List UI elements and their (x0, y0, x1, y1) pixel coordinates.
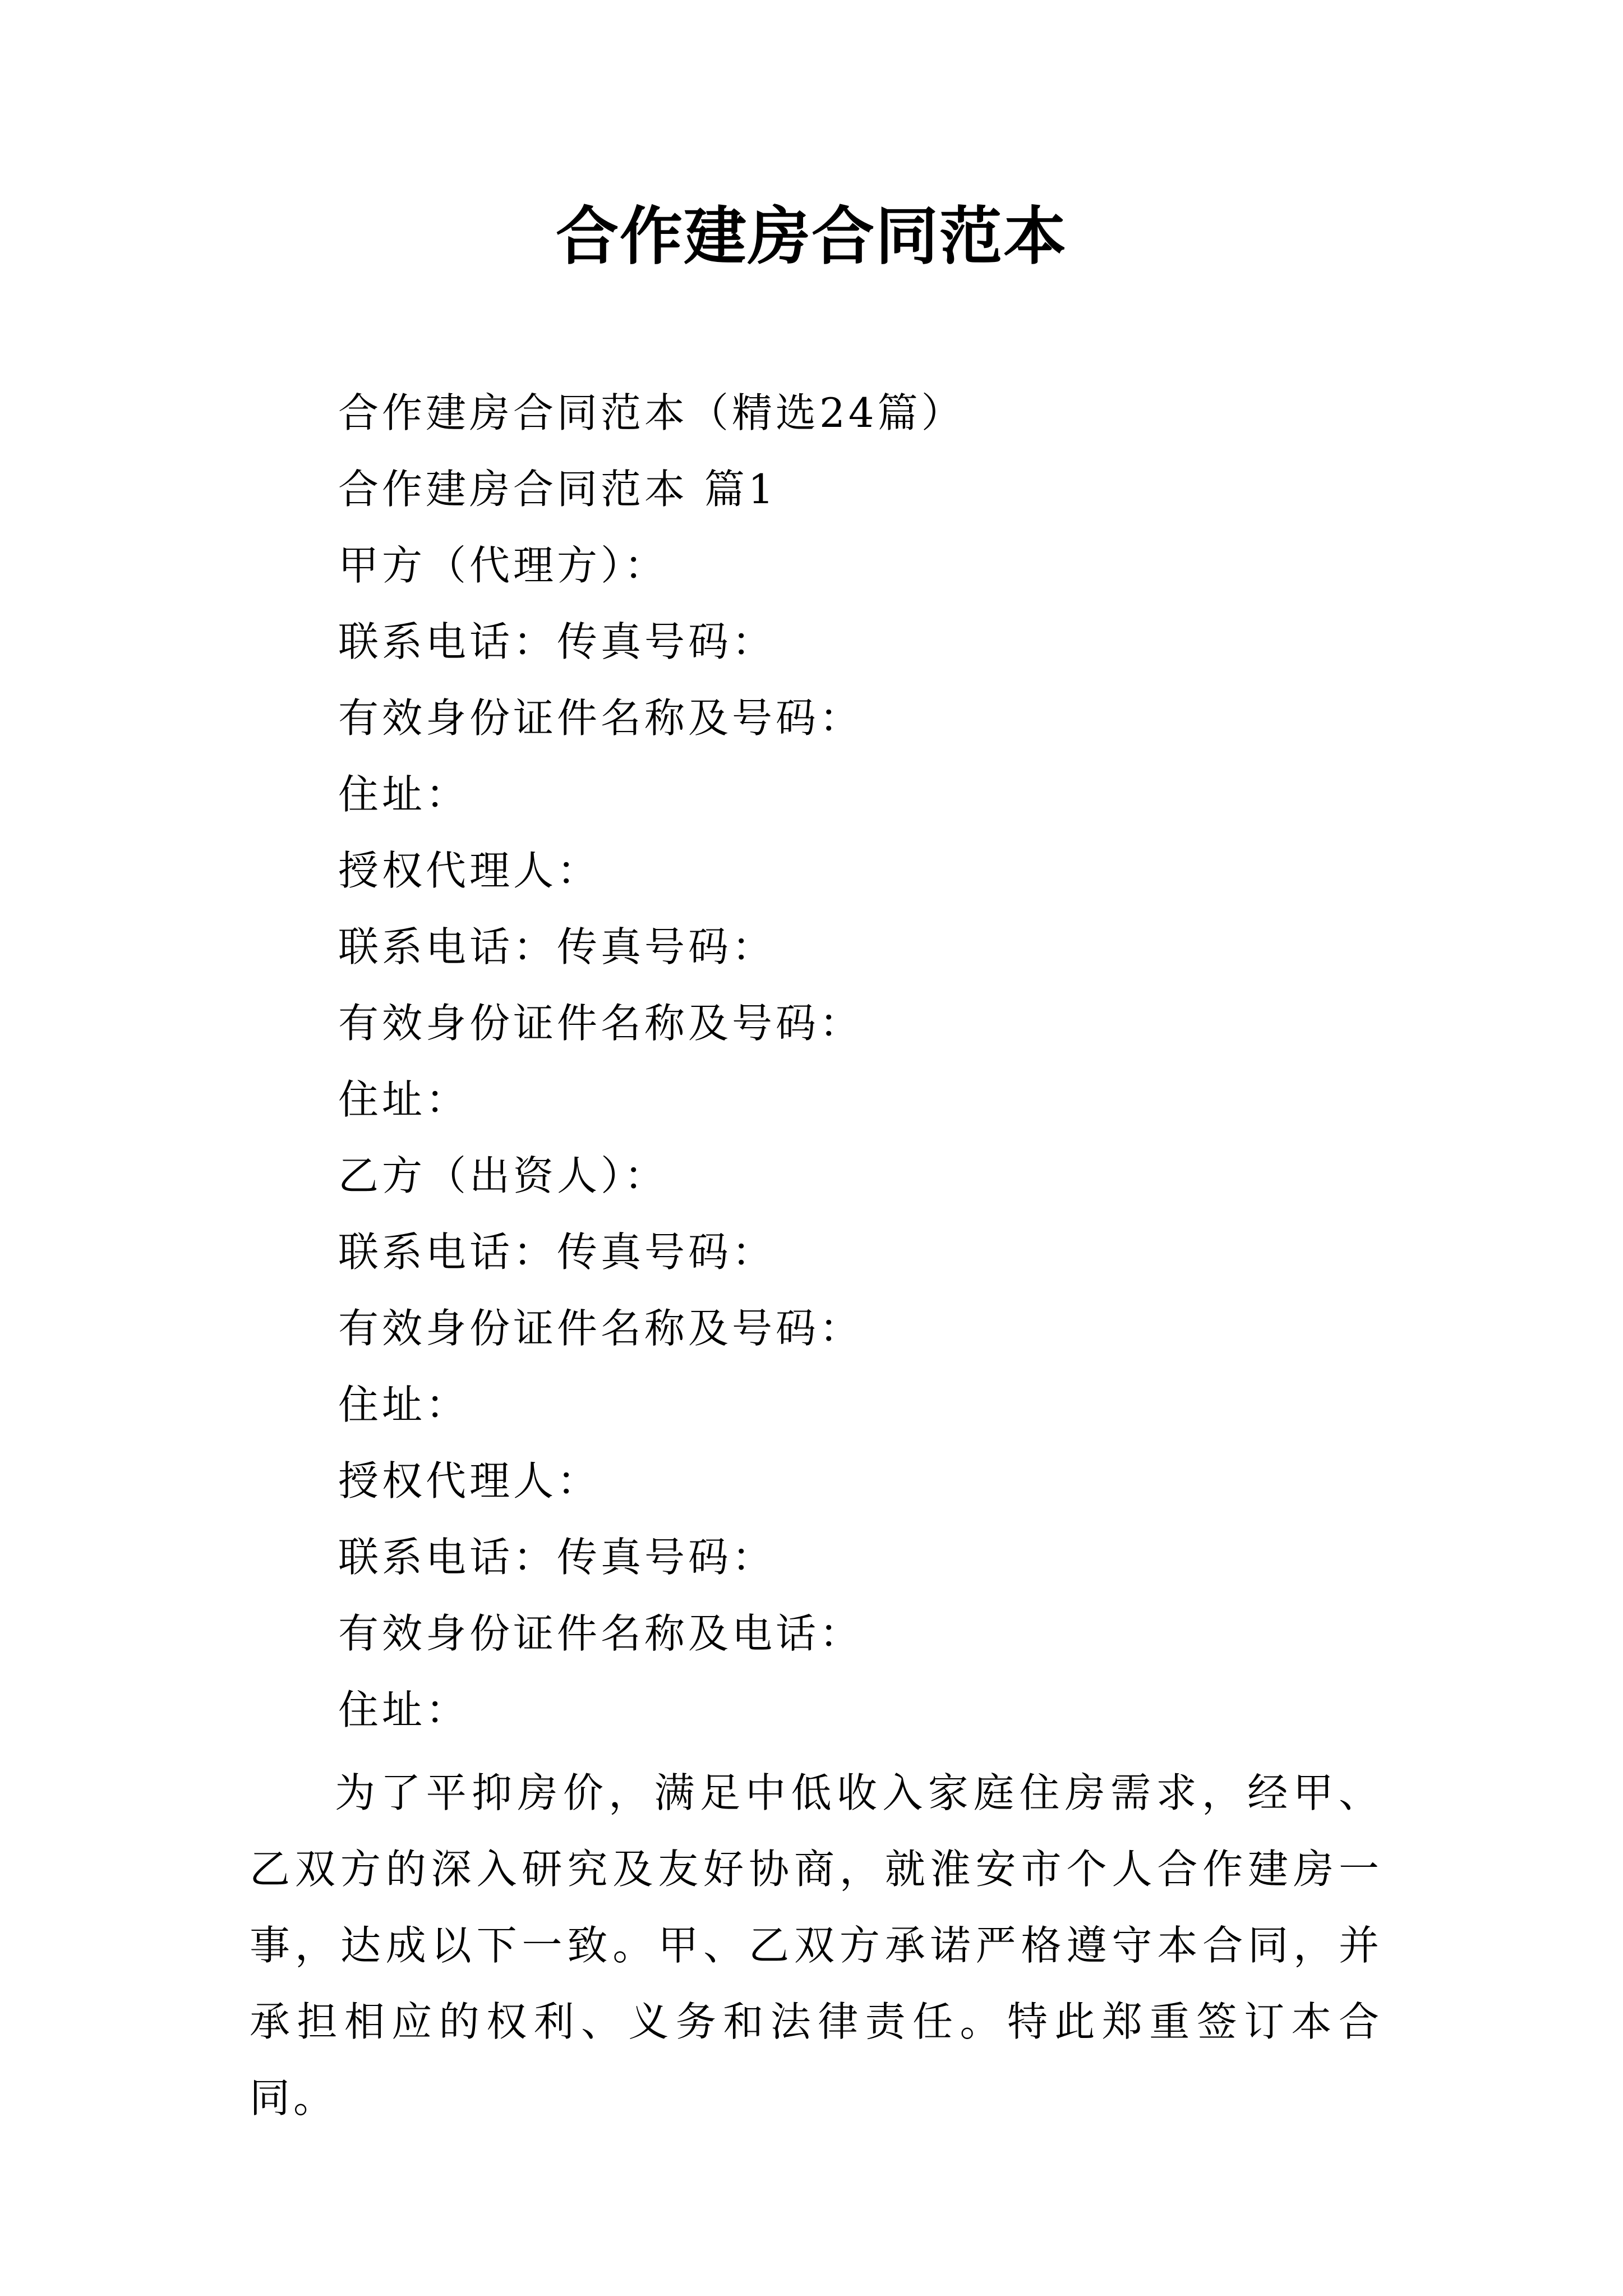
doc-line: 合作建房合同范本 篇1 (338, 466, 777, 513)
doc-line: 乙方（出资人）： (338, 1152, 668, 1199)
doc-line: 有效身份证件名称及号码： (338, 1000, 864, 1047)
doc-line: 联系电话：传真号码： (338, 923, 776, 970)
doc-line: 住址： (338, 1686, 470, 1733)
doc-line: 有效身份证件名称及号码： (338, 694, 864, 742)
doc-line: 有效身份证件名称及电话： (338, 1610, 864, 1657)
doc-line: 甲方（代理方）： (338, 542, 668, 589)
doc-line: 授权代理人： (338, 1457, 601, 1504)
doc-line: 住址： (338, 771, 470, 818)
party-info-list (338, 375, 1404, 1748)
intro-paragraph: 为了平抑房价，满足中低收入家庭住房需求，经甲、乙双方的深入研究及友好协商，就淮安市个人合作建房一事，达成以下一致。甲、乙双方承诺严格遵守本合同，并承担相应的权利、义务和法律责任。特此郑重签订本合同。 (250, 1769, 1382, 2122)
doc-line: 联系电话：传真号码： (338, 1228, 776, 1276)
doc-line: 有效身份证件名称及号码： (338, 1305, 864, 1352)
doc-line: 合作建房合同范本（精选24篇） (338, 389, 965, 436)
doc-line: 授权代理人： (338, 847, 601, 894)
doc-line: 联系电话：传真号码： (338, 618, 776, 665)
document-title: 合作建房合同范本 (556, 200, 1067, 273)
doc-line: 住址： (338, 1381, 470, 1428)
doc-line: 住址： (338, 1076, 470, 1123)
doc-line: 联系电话：传真号码： (338, 1534, 776, 1581)
